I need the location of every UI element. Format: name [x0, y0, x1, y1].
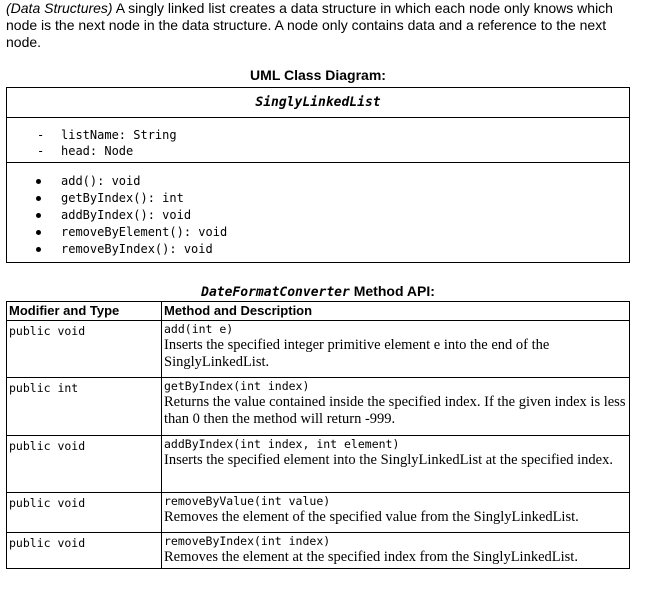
uml-field — [7, 127, 629, 143]
uml-method — [7, 224, 629, 241]
header-method: Method and Description — [162, 302, 630, 321]
field-marker: - — [37, 128, 45, 142]
method-text: removeByElement(): void — [61, 225, 228, 239]
modifier-cell: public int — [7, 378, 162, 436]
method-text: addByIndex(): void — [61, 208, 192, 222]
field-text: listName: String — [61, 128, 177, 142]
method-signature: getByIndex(int index) — [164, 379, 310, 393]
method-description: Removes the element of the specified value from the SinglyLinkedList. — [164, 509, 579, 525]
uml-title: UML Class Diagram: — [250, 67, 386, 83]
api-class-name: DateFormatConverter — [201, 285, 350, 300]
method-text: getByIndex(): int — [61, 191, 184, 205]
uml-method — [7, 190, 629, 207]
uml-field — [7, 143, 629, 159]
intro-lead: (Data Structures) — [6, 0, 113, 16]
method-signature: removeByValue(int value) — [164, 494, 331, 508]
table-row — [7, 493, 630, 533]
intro-paragraph — [6, 0, 642, 51]
method-description: Returns the value contained inside the specified index. If the given index is less than 0 then the method will return -999. — [164, 394, 626, 427]
method-text: add(): void — [61, 174, 141, 188]
method-cell — [162, 436, 630, 493]
modifier-cell: public void — [7, 436, 162, 493]
api-title-suffix: Method API: — [349, 283, 435, 299]
uml-methods — [7, 163, 629, 258]
method-signature: addByIndex(int index, int element) — [164, 437, 400, 451]
method-api-table — [6, 301, 630, 569]
table-row — [7, 533, 630, 569]
method-signature: add(int e) — [164, 322, 234, 336]
uml-class-name: SinglyLinkedList — [7, 88, 629, 118]
table-row — [7, 378, 630, 436]
header-modifier: Modifier and Type — [7, 302, 162, 321]
method-text: removeByIndex(): void — [61, 242, 213, 256]
method-description: Inserts the specified element into the SinglyLinkedList at the specified index. — [164, 452, 613, 468]
uml-class-diagram — [6, 87, 630, 263]
method-cell — [162, 321, 630, 378]
bullet-icon — [36, 247, 41, 252]
uml-method — [7, 241, 629, 258]
method-description: Inserts the specified integer primitive element e into the end of the SinglyLinkedList. — [164, 337, 550, 370]
table-row — [7, 321, 630, 378]
field-text: head: Node — [61, 144, 134, 158]
modifier-cell: public void — [7, 533, 162, 569]
table-header-row — [7, 302, 630, 321]
bullet-icon — [36, 179, 41, 184]
uml-method — [7, 173, 629, 190]
method-cell — [162, 378, 630, 436]
api-title — [160, 283, 476, 300]
modifier-cell: public void — [7, 493, 162, 533]
uml-fields — [7, 118, 629, 163]
intro-text: A singly linked list creates a data structure in which each node only knows which node is the next node in the data structure. A node only contains data and a reference to the next node. — [6, 0, 613, 50]
bullet-icon — [36, 230, 41, 235]
method-description: Removes the element at the specified index from the SinglyLinkedList. — [164, 549, 578, 565]
method-cell — [162, 533, 630, 569]
method-signature: removeByIndex(int index) — [164, 534, 331, 548]
bullet-icon — [36, 196, 41, 201]
table-row — [7, 436, 630, 493]
method-cell — [162, 493, 630, 533]
modifier-cell: public void — [7, 321, 162, 378]
uml-method — [7, 207, 629, 224]
bullet-icon — [36, 213, 41, 218]
field-marker: - — [37, 144, 45, 158]
